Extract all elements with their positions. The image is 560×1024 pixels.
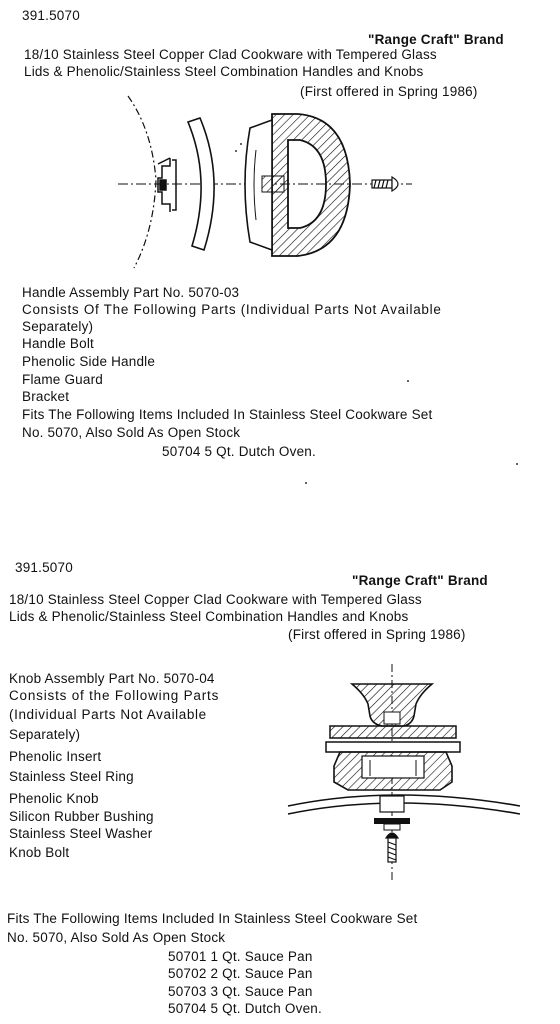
part-item: Phenolic Insert: [9, 749, 102, 764]
consists-text: Consists Of The Following Parts (Individual Parts Not Available: [22, 302, 442, 317]
part-title: Knob Assembly Part No. 5070-04: [9, 671, 215, 686]
catalog-code: 391.5070: [22, 8, 80, 23]
fits-item: 50701 1 Qt. Sauce Pan: [168, 949, 313, 964]
fits-item: 50704 5 Qt. Dutch Oven.: [162, 444, 316, 459]
part-item: Phenolic Knob: [9, 791, 99, 806]
consists-text: Separately): [9, 727, 81, 742]
consists-text: (Individual Parts Not Available: [9, 707, 207, 722]
part-item: Stainless Steel Ring: [9, 769, 134, 784]
part-item: Stainless Steel Washer: [9, 826, 153, 841]
fits-text: No. 5070, Also Sold As Open Stock: [7, 930, 226, 945]
phenolic-insert: [330, 726, 456, 738]
fits-text: No. 5070, Also Sold As Open Stock: [22, 425, 241, 440]
consists-text: Consists of the Following Parts: [9, 688, 220, 703]
consists-text: Separately): [22, 319, 94, 334]
brand-name: "Range Craft" Brand: [368, 32, 504, 47]
catalog-code: 391.5070: [15, 560, 73, 575]
description-line: Lids & Phenolic/Stainless Steel Combination Handles and Knobs: [24, 64, 424, 79]
fits-item: 50703 3 Qt. Sauce Pan: [168, 984, 313, 999]
first-offered: (First offered in Spring 1986): [288, 627, 466, 642]
part-item: Phenolic Side Handle: [22, 354, 156, 369]
part-item: Flame Guard: [22, 372, 103, 387]
steel-washer: [374, 818, 410, 824]
description-line: Lids & Phenolic/Stainless Steel Combination Handles and Knobs: [9, 609, 409, 624]
part-item: Bracket: [22, 389, 70, 404]
first-offered: (First offered in Spring 1986): [300, 84, 478, 99]
rubber-bushing: [380, 796, 404, 812]
description-line: 18/10 Stainless Steel Copper Clad Cookware with Tempered Glass: [9, 592, 422, 607]
fits-text: Fits The Following Items Included In Stainless Steel Cookware Set: [7, 911, 418, 926]
description-line: 18/10 Stainless Steel Copper Clad Cookware with Tempered Glass: [24, 47, 437, 62]
brand-name: "Range Craft" Brand: [352, 573, 488, 588]
part-item: Knob Bolt: [9, 845, 70, 860]
stainless-steel-ring: [326, 742, 460, 752]
fits-item: 50704 5 Qt. Dutch Oven.: [168, 1001, 322, 1016]
knob-bolt: [386, 833, 398, 862]
part-title: Handle Assembly Part No. 5070-03: [22, 285, 240, 300]
fits-text: Fits The Following Items Included In Stainless Steel Cookware Set: [22, 407, 433, 422]
part-item: Silicon Rubber Bushing: [9, 809, 154, 824]
fits-item: 50702 2 Qt. Sauce Pan: [168, 966, 313, 981]
part-item: Handle Bolt: [22, 336, 94, 351]
